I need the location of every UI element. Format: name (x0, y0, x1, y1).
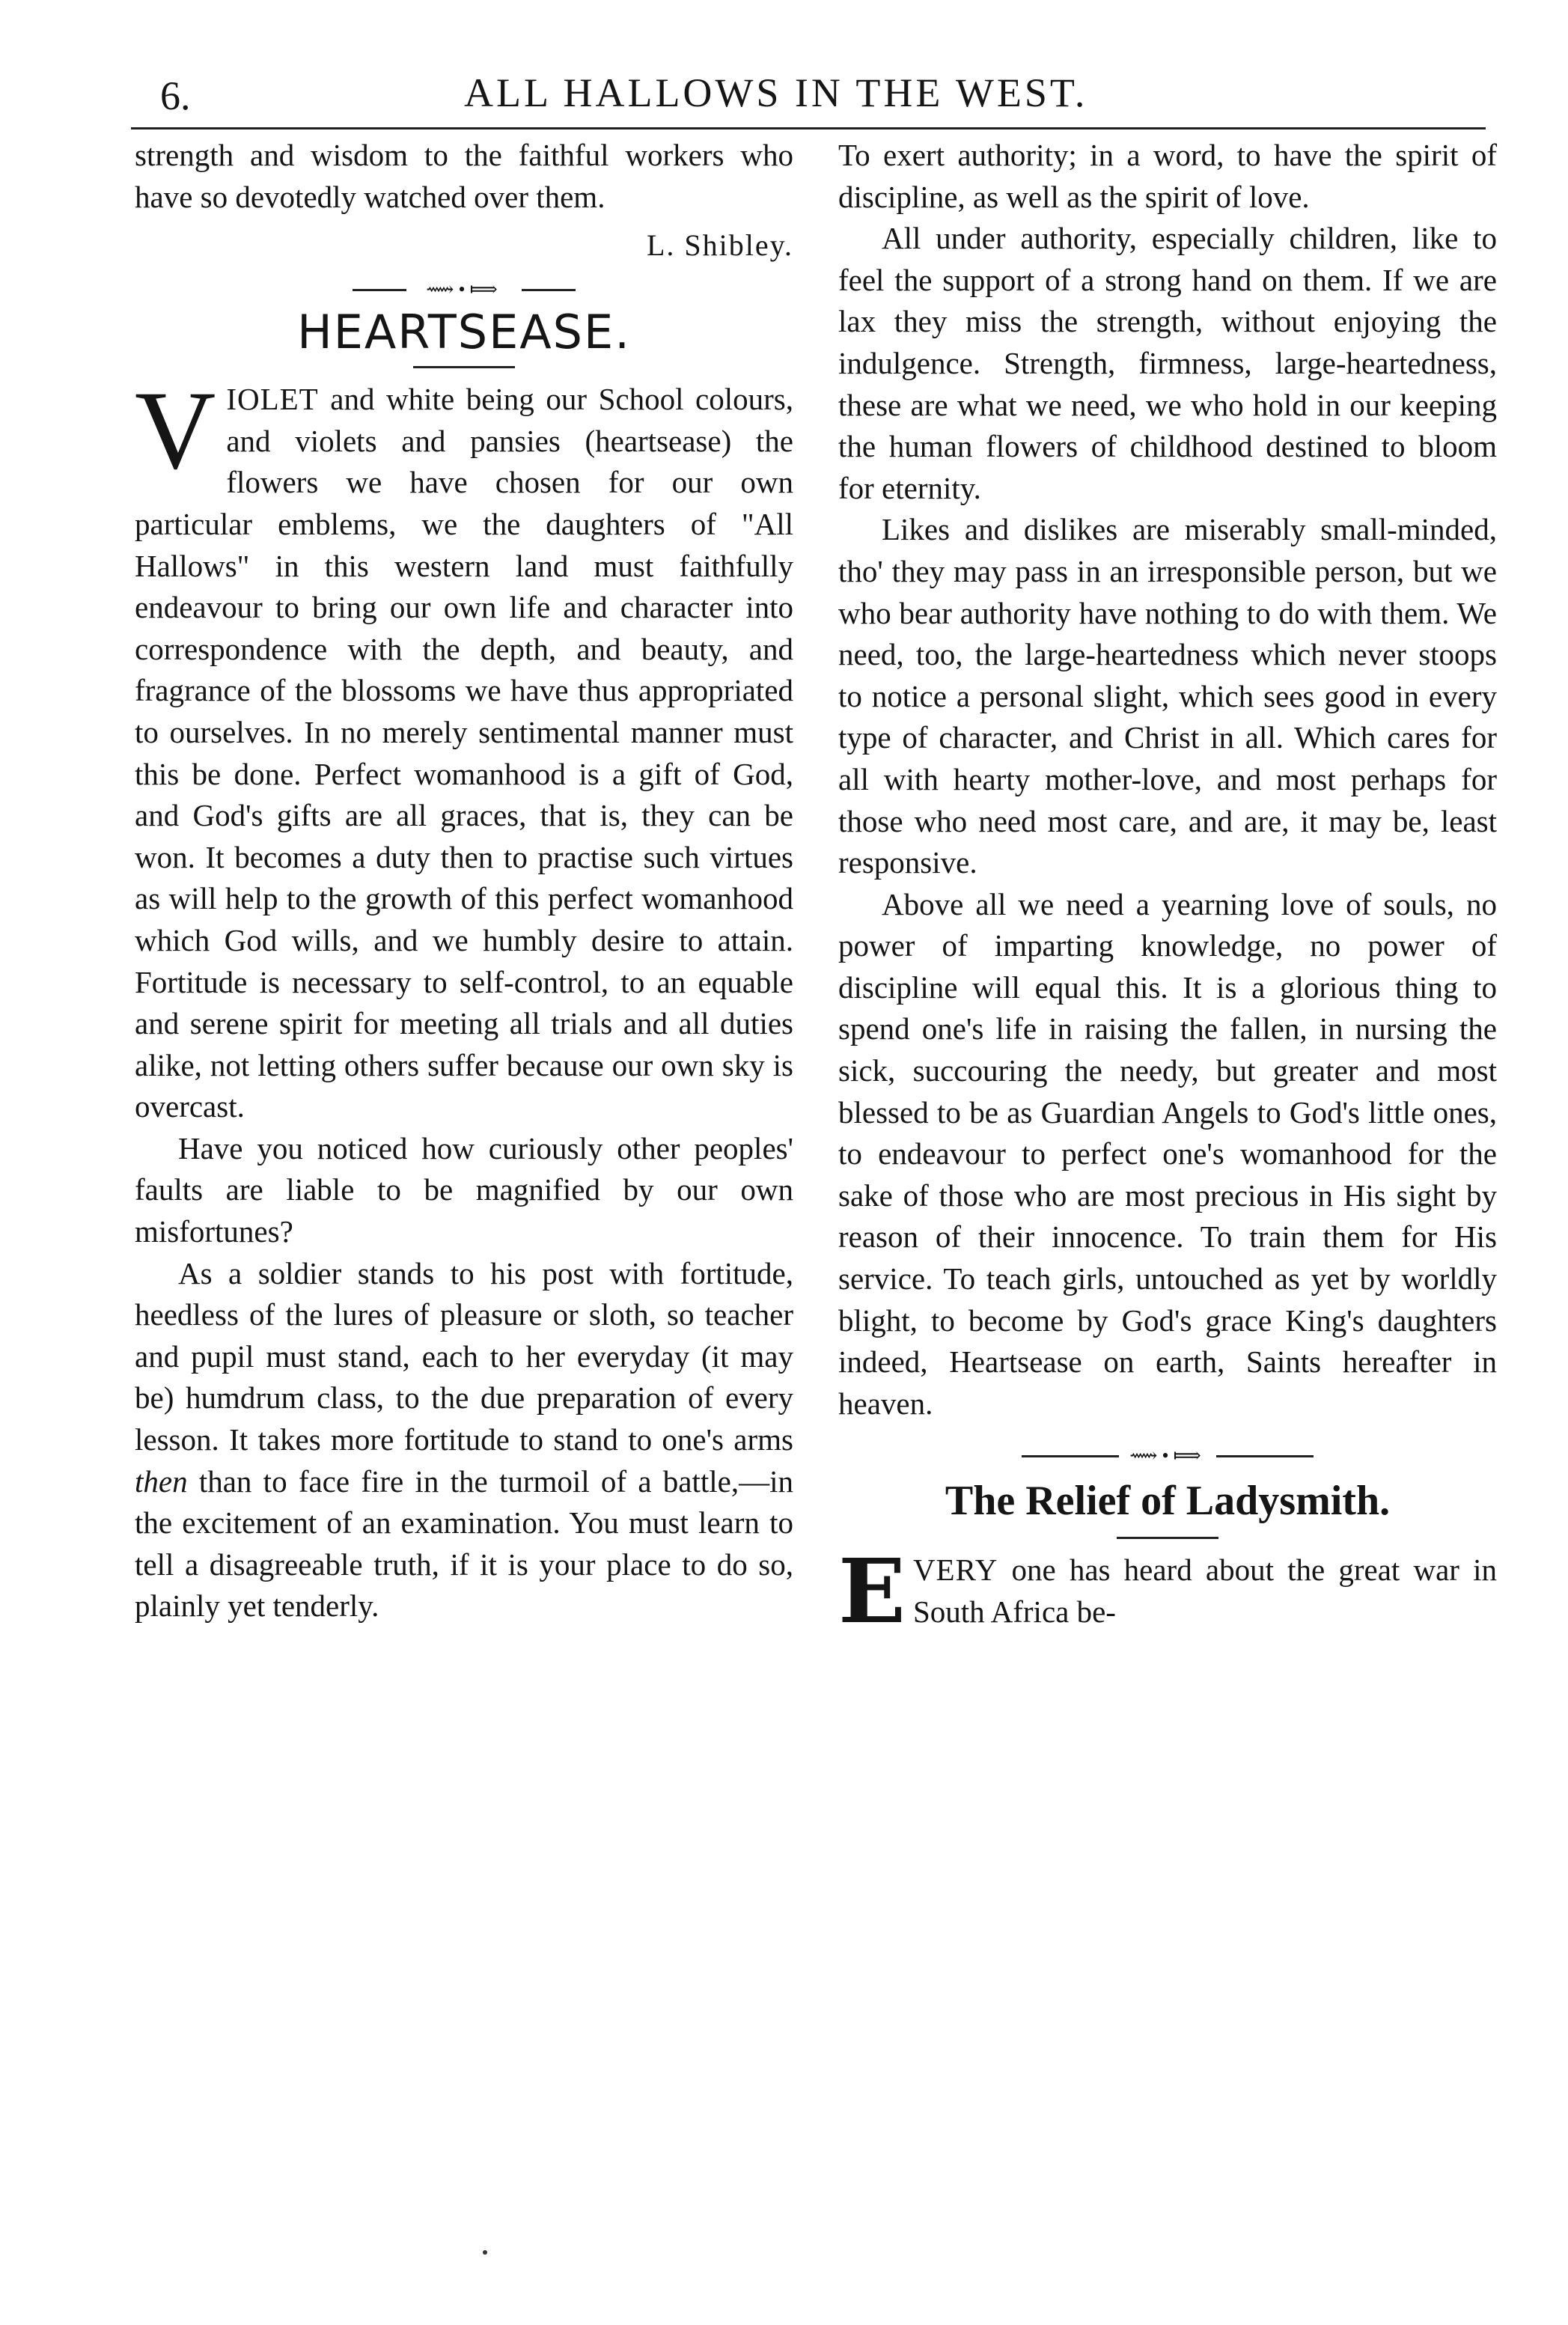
section-ornament (135, 276, 793, 303)
italic-word: then (135, 1463, 188, 1499)
ornament-rule-left (1022, 1455, 1119, 1457)
opening-word: IOLET (226, 382, 319, 417)
paragraph-text: than to face fire in the turmoil of a battle,—in the excitement of an examination. You must learn to tell a disagreeable truth, if it is your place to do so, plainly yet tenderly. (135, 1463, 793, 1624)
continued-paragraph: strength and wisdom to the faithful workers who have so devotedly watched over them. (135, 138, 793, 214)
ornament-rule-left (353, 289, 406, 291)
page-number: 6. (160, 73, 191, 118)
title-underline (413, 366, 515, 368)
running-header: ALL HALLOWS IN THE WEST. (464, 70, 1088, 115)
ornament-glyph: ⟿•⟾ (426, 278, 502, 301)
heartsease-paragraph-3 (135, 1253, 793, 1627)
ornament-glyph: ⟿•⟾ (1129, 1445, 1206, 1467)
ladysmith-paragraph-1 (838, 1539, 1497, 1644)
section-ornament (838, 1442, 1497, 1469)
ornament-rule-right (522, 289, 576, 291)
heartsease-paragraph-7: Above all we need a yearning love of souls, no power of imparting knowledge, no power of discipline will equal this. It is a glorious thing to spend one's life in raising the fallen, in nursing the sick, succouring the needy, but greater and most blessed to be as Guardian Angels to God's little ones, to endeavour to perfect one's womanhood for the sake of those who are most precious in His sight by reason of their innocence. To train them for His service. To teach girls, untouched as yet by worldly blight, to become by God's grace King's daughters indeed, Heartsease on earth, Saints hereafter in heaven. (838, 886, 1497, 1421)
title-underline (1117, 1537, 1218, 1539)
paragraph-text: As a soldier stands to his post with fortitude, heedless of the lures of pleasure or sloth, so teacher and pupil must stand, each to her everyday (it may be) humdrum class, to the due preparation of every lesson. It takes more fortitude to stand to one's arms (135, 1255, 793, 1457)
paragraph-text: and white being our School colours, and violets and pansies (heartsease) the flowers we have chosen for our own particular emblems, we the daughters of "All Hallows" in this western land must faithfully endeavour to bring our own life and character into correspondence with the depth, and beauty, and fragrance of the blossoms we have thus appropriated to ourselves. In no merely sentimental manner must this be done. Perfect womanhood is a gift of God, and God's gifts are all graces, that is, they can be won. It becomes a duty then to practise such virtues as will help to the growth of this perfect womanhood which God wills, and we humbly desire to attain. Fortitude is necessary to self-control, to an equable and serene spirit for meeting all trials and all duties alike, not letting others suffer because our own sky is overcast. (135, 382, 793, 1124)
header-rule (131, 127, 1486, 129)
opening-word: VERY (912, 1552, 998, 1588)
right-column (838, 135, 1497, 1644)
heartsease-paragraph-1 (135, 368, 793, 1128)
heartsease-paragraph-4: To exert authority; in a word, to have the spirit of discipline, as well as the spirit of love. (838, 138, 1497, 214)
heartsease-title: HEARTSEASE. (297, 305, 631, 360)
ornament-rule-right (1216, 1455, 1314, 1457)
ladysmith-title: The Relief of Ladysmith. (945, 1478, 1391, 1525)
left-column (135, 135, 793, 1627)
author-signature: L. Shibley. (646, 228, 793, 263)
heartsease-paragraph-2: Have you noticed how curiously other peoples' faults are liable to be magnified by our own misfortunes? (135, 1130, 793, 1249)
paragraph-text: one has heard about the great war in South Africa be- (912, 1552, 1497, 1629)
heartsease-paragraph-6: Likes and dislikes are miserably small-minded, tho' they may pass in an irresponsible person, but we who bear authority have nothing to do with them. We need, too, the large-heartedness which never stoops to notice a personal slight, which sees good in every type of character, and Christ in all. Which cares for all with hearty mother-love, and most perhaps for those who need most care, and are, it may be, least responsive. (838, 512, 1497, 880)
print-speck (483, 2250, 487, 2255)
drop-cap-v: V (135, 368, 216, 493)
heartsease-paragraph-5: All under authority, especially children, like to feel the support of a strong hand on them. If we are lax they miss the strength, without enjoying the indulgence. Strength, firmness, large-heartedness, these are what we need, we who hold in our keeping the human flowers of childhood destined to bloom for eternity. (838, 221, 1497, 505)
drop-cap-e: E (838, 1539, 906, 1644)
